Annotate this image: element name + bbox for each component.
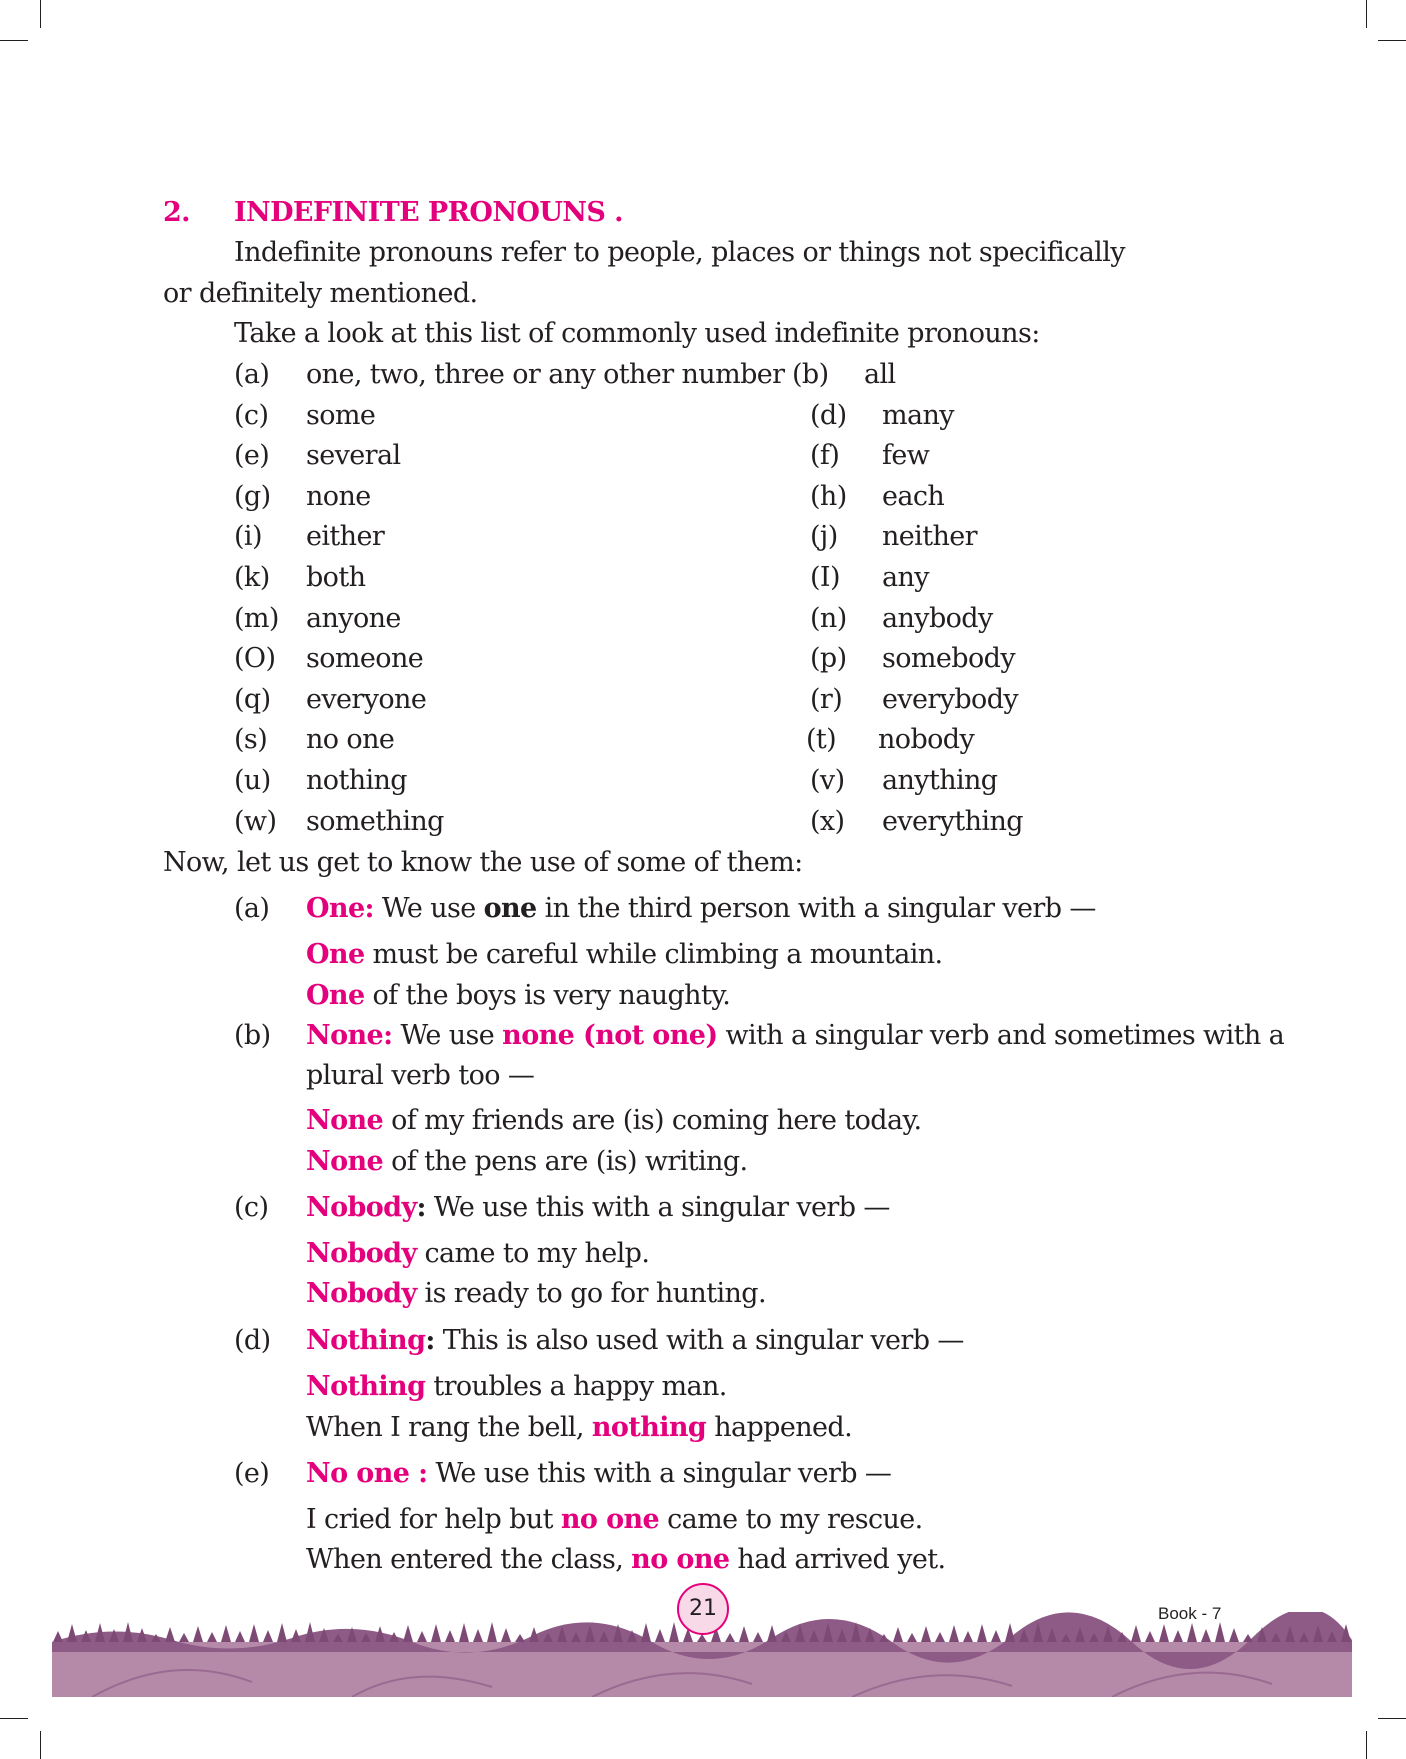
pronoun-list-row (234, 602, 1134, 640)
pronoun-list-row (234, 723, 1134, 761)
tree-shape (977, 1624, 987, 1642)
usage-a-label: (a) (234, 893, 270, 924)
tree-shape (1005, 1623, 1015, 1642)
tree-shape (473, 1629, 483, 1642)
tree-shape (445, 1630, 455, 1642)
pronoun-word: either (306, 521, 385, 552)
tree-shape (515, 1634, 525, 1642)
pronoun-label: (g) (234, 481, 271, 512)
tree-shape (641, 1623, 651, 1642)
crop-mark (40, 1731, 41, 1759)
usage-a-rule: One: We use one in the third person with a singular verb — (306, 893, 1096, 924)
pronoun-word: something (306, 806, 444, 837)
tree-shape (403, 1625, 413, 1642)
tree-shape (291, 1629, 301, 1642)
pronoun-word: everything (882, 806, 1023, 837)
pronoun-label: (a) (234, 359, 270, 390)
book-label: Book - 7 (1158, 1604, 1222, 1623)
pronoun-word: somebody (882, 643, 1015, 674)
pronoun-word: several (306, 440, 401, 471)
list-intro: Take a look at this list of commonly used indefinite pronouns: (234, 318, 1040, 349)
tree-shape (459, 1623, 469, 1642)
tree-shape (193, 1626, 203, 1642)
usage-b-example-1: None of my friends are (is) coming here today. (306, 1105, 922, 1136)
tree-shape (1187, 1623, 1197, 1642)
pronoun-label: (p) (810, 643, 847, 674)
pronoun-word: nobody (878, 724, 975, 755)
tree-shape (921, 1626, 931, 1642)
crop-mark (1366, 1731, 1367, 1759)
tree-shape (963, 1631, 973, 1642)
pronoun-label: (s) (234, 724, 268, 755)
tree-shape (249, 1624, 259, 1642)
pronoun-list-row (234, 805, 1134, 843)
tree-shape (1173, 1630, 1183, 1642)
pronoun-list-row (234, 764, 1134, 802)
pronoun-word: many (882, 400, 954, 431)
usage-d-example-1: Nothing troubles a happy man. (306, 1371, 727, 1402)
tree-shape (487, 1622, 497, 1642)
usage-a-example-1: One must be careful while climbing a mountain. (306, 939, 943, 970)
pronoun-word: few (882, 440, 930, 471)
pronoun-label: (j) (810, 521, 838, 552)
pronoun-word: nothing (306, 765, 407, 796)
pronoun-label: (I) (810, 562, 840, 593)
pronoun-label: (e) (234, 440, 270, 471)
usage-e-example-2: When entered the class, no one had arrived yet. (306, 1544, 946, 1575)
tree-shape (893, 1627, 903, 1642)
tree-shape (235, 1631, 245, 1642)
pronoun-label: (v) (810, 765, 845, 796)
pronoun-label: (b) (792, 359, 829, 390)
usage-d-rule: Nothing: This is also used with a singular verb — (306, 1325, 964, 1356)
tree-shape (417, 1631, 427, 1642)
pronoun-label: (r) (810, 684, 843, 715)
tree-shape (1215, 1622, 1225, 1642)
intro-line-2: or definitely mentioned. (163, 278, 478, 309)
tree-shape (655, 1629, 665, 1642)
crop-mark (1378, 1718, 1406, 1719)
usage-e-example-1: I cried for help but no one came to my rescue. (306, 1504, 923, 1535)
pronoun-label: (k) (234, 562, 270, 593)
tree-shape (305, 1622, 315, 1642)
pronoun-list-row (234, 520, 1134, 558)
crop-mark (1366, 0, 1367, 28)
usage-b-rule-line-2: plural verb too — (306, 1060, 535, 1091)
tree-shape (53, 1631, 63, 1642)
page-number: 21 (677, 1583, 729, 1635)
pronoun-word: both (306, 562, 366, 593)
section-number: 2. (163, 197, 190, 228)
pronoun-word: anybody (882, 603, 993, 634)
usage-intro: Now, let us get to know the use of some of them: (163, 847, 803, 878)
tree-shape (277, 1623, 287, 1642)
tree-shape (1229, 1628, 1239, 1642)
tree-shape (263, 1630, 273, 1642)
tree-shape (991, 1630, 1001, 1642)
tree-shape (669, 1622, 679, 1642)
pronoun-label: (O) (234, 643, 276, 674)
tree-shape (1131, 1625, 1141, 1642)
tree-shape (179, 1633, 189, 1642)
pronoun-label: (q) (234, 684, 271, 715)
pronoun-label: (c) (234, 400, 269, 431)
tree-shape (221, 1625, 231, 1642)
tree-shape (949, 1625, 959, 1642)
pronoun-list-row (234, 642, 1134, 680)
pronoun-label: (w) (234, 806, 277, 837)
pronoun-label: (d) (810, 400, 847, 431)
pronoun-list-row (234, 358, 1134, 396)
pronoun-word: anyone (306, 603, 401, 634)
pronoun-word: someone (306, 643, 424, 674)
pronoun-label: (n) (810, 603, 847, 634)
usage-c-rule: Nobody: We use this with a singular verb — (306, 1192, 890, 1223)
tree-shape (67, 1624, 77, 1642)
crop-mark (0, 40, 28, 41)
crop-mark (0, 1718, 28, 1719)
pronoun-list-row (234, 480, 1134, 518)
usage-c-label: (c) (234, 1192, 269, 1223)
pronoun-word: everybody (882, 684, 1019, 715)
pronoun-word: anything (882, 765, 998, 796)
usage-c-example-2: Nobody is ready to go for hunting. (306, 1278, 766, 1309)
tree-shape (207, 1632, 217, 1642)
tree-shape (697, 1634, 707, 1642)
pronoun-word: none (306, 481, 371, 512)
pronoun-label: (h) (810, 481, 847, 512)
pronoun-word: one, two, three or any other number (306, 359, 785, 390)
pronoun-word: everyone (306, 684, 427, 715)
usage-a-example-2: One of the boys is very naughty. (306, 980, 731, 1011)
usage-d-label: (d) (234, 1325, 271, 1356)
pronoun-label: (i) (234, 521, 262, 552)
tree-shape (907, 1633, 917, 1642)
tree-shape (767, 1625, 777, 1642)
usage-d-example-2: When I rang the bell, nothing happened. (306, 1412, 853, 1443)
tree-shape (1159, 1624, 1169, 1642)
usage-b-label: (b) (234, 1020, 271, 1051)
pronoun-word: neither (882, 521, 977, 552)
pronoun-word: all (864, 359, 896, 390)
pronoun-word: some (306, 400, 376, 431)
intro-line-1: Indefinite pronouns refer to people, places or things not specifically (234, 237, 1125, 268)
pronoun-list-row (234, 399, 1134, 437)
pronoun-label: (f) (810, 440, 840, 471)
pronoun-word: any (882, 562, 929, 593)
tree-shape (725, 1633, 735, 1642)
pronoun-label: (t) (806, 724, 837, 755)
tree-shape (1201, 1629, 1211, 1642)
tree-shape (1145, 1631, 1155, 1642)
pronoun-word: no one (306, 724, 395, 755)
tree-shape (165, 1627, 175, 1642)
tree-shape (753, 1632, 763, 1642)
crop-mark (40, 0, 41, 28)
tree-shape (431, 1624, 441, 1642)
pronoun-label: (m) (234, 603, 279, 634)
tree-shape (1243, 1634, 1253, 1642)
usage-e-label: (e) (234, 1458, 270, 1489)
crop-mark (1378, 40, 1406, 41)
tree-shape (739, 1626, 749, 1642)
section-title: INDEFINITE PRONOUNS . (234, 197, 623, 228)
pronoun-list-row (234, 561, 1134, 599)
usage-e-rule: No one : We use this with a singular verb — (306, 1458, 892, 1489)
pronoun-label: (x) (810, 806, 845, 837)
usage-c-example-1: Nobody came to my help. (306, 1238, 650, 1269)
pronoun-label: (u) (234, 765, 271, 796)
usage-b-rule: None: We use none (not one) with a singular verb and sometimes with a (306, 1020, 1285, 1051)
pronoun-list-row (234, 683, 1134, 721)
pronoun-word: each (882, 481, 945, 512)
tree-shape (935, 1632, 945, 1642)
usage-b-example-2: None of the pens are (is) writing. (306, 1146, 748, 1177)
tree-shape (501, 1628, 511, 1642)
pronoun-list-row (234, 439, 1134, 477)
